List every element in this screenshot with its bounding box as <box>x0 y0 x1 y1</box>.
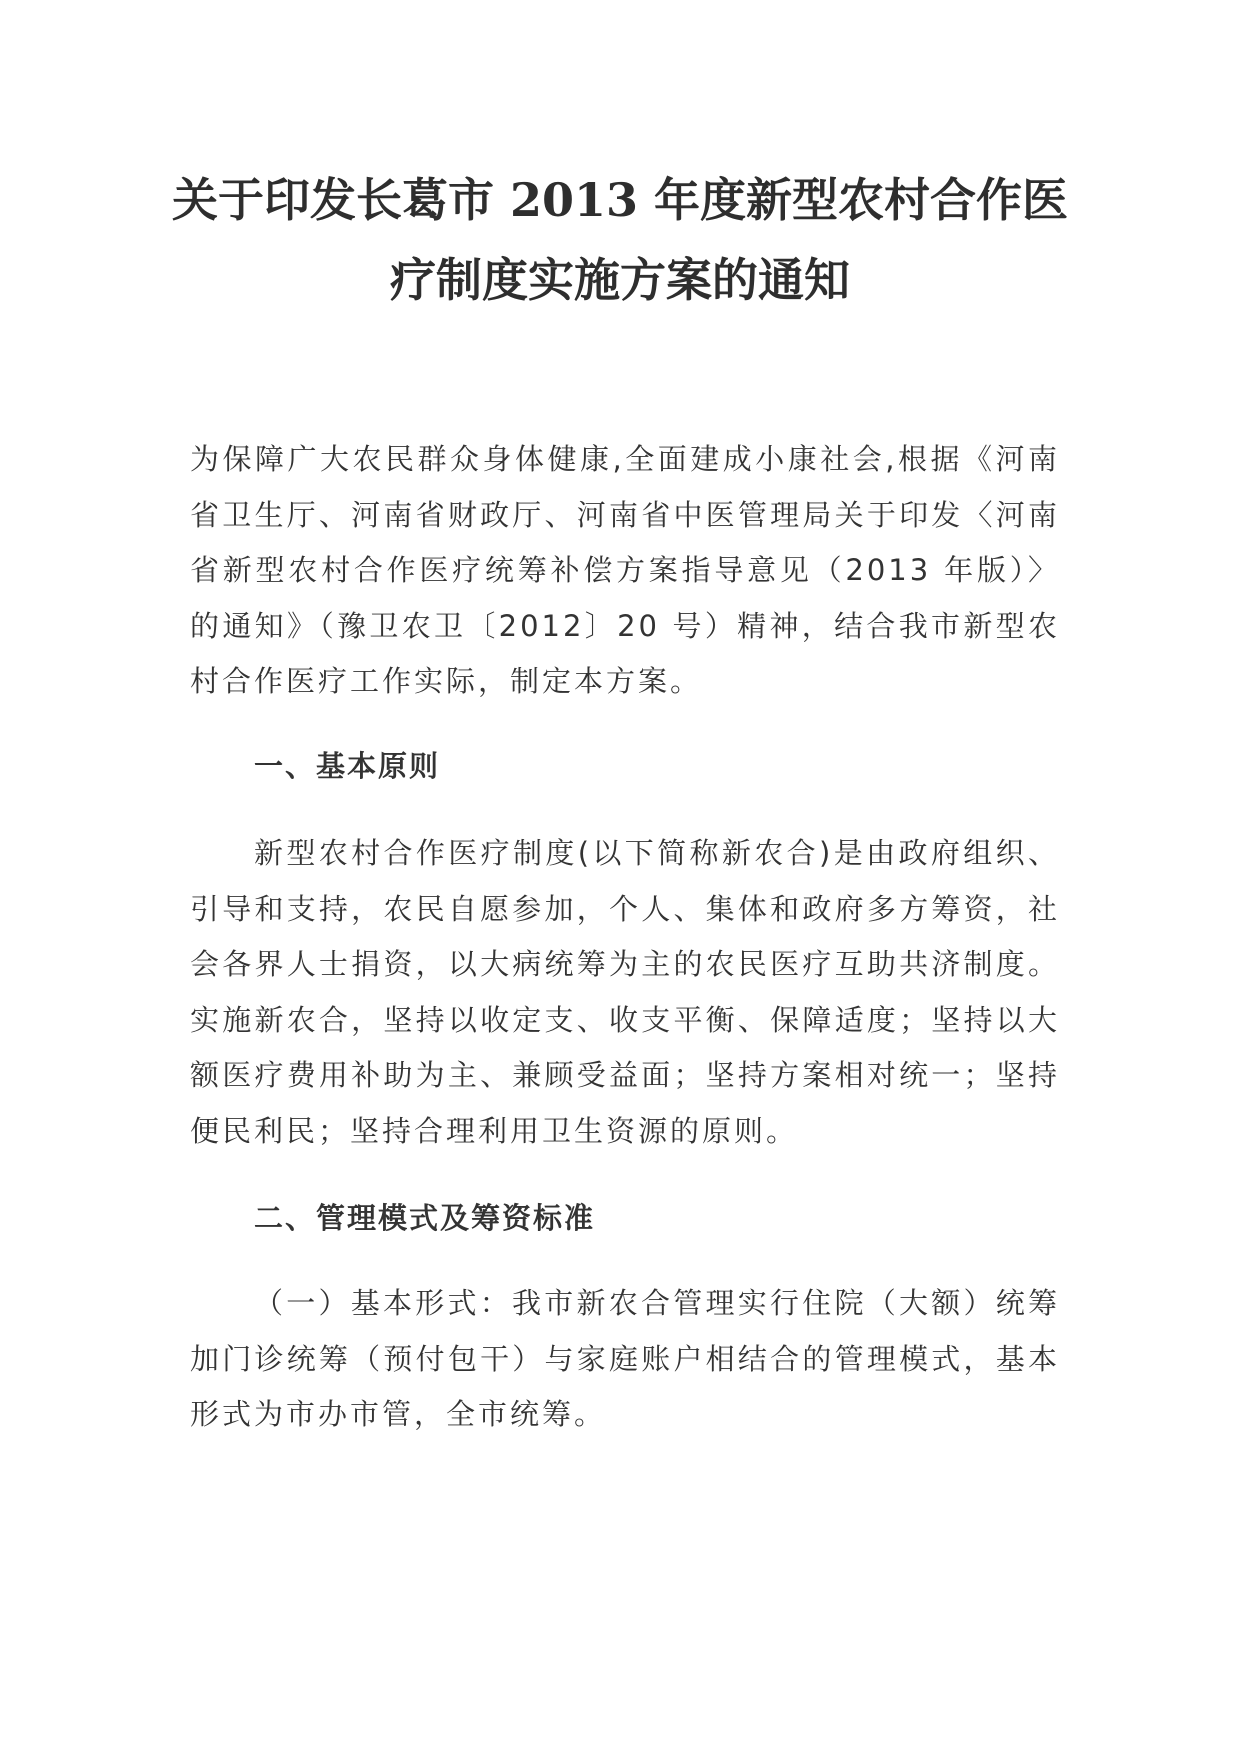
intro-paragraph: 为保障广大农民群众身体健康,全面建成小康社会,根据《河南省卫生厅、河南省财政厅、河南省中医管理局关于印发〈河南省新型农村合作医疗统筹补偿方案指导意见（2013 年版）〉的通知》（豫卫农卫〔2012〕20 号）精神，结合我市新型农村合作医疗工作实际，制定本方案。 <box>190 442 1060 698</box>
basic-principles-paragraph: 新型农村合作医疗制度(以下简称新农合)是由政府组织、引导和支持，农民自愿参加，个人、集体和政府多方筹资，社会各界人士捐资，以大病统筹为主的农民医疗互助共济制度。实施新农合，坚持以收定支、收支平衡、保障适度；坚持以大额医疗费用补助为主、兼顾受益面；坚持方案相对统一；坚持便民利民；坚持合理利用卫生资源的原则。 <box>190 836 1060 1148</box>
section-heading-management-funding: 二、管理模式及筹资标准 <box>254 1201 596 1235</box>
document-title-line-1: 关于印发长葛市 2013 年度新型农村合作医 <box>171 173 1069 227</box>
section-heading-basic-principles: 一、基本原则 <box>254 749 441 783</box>
document-title-line-2: 疗制度实施方案的通知 <box>390 253 850 307</box>
basic-form-paragraph: （一）基本形式：我市新农合管理实行住院（大额）统筹加门诊统筹（预付包干）与家庭账户相结合的管理模式，基本形式为市办市管，全市统筹。 <box>190 1286 1060 1431</box>
